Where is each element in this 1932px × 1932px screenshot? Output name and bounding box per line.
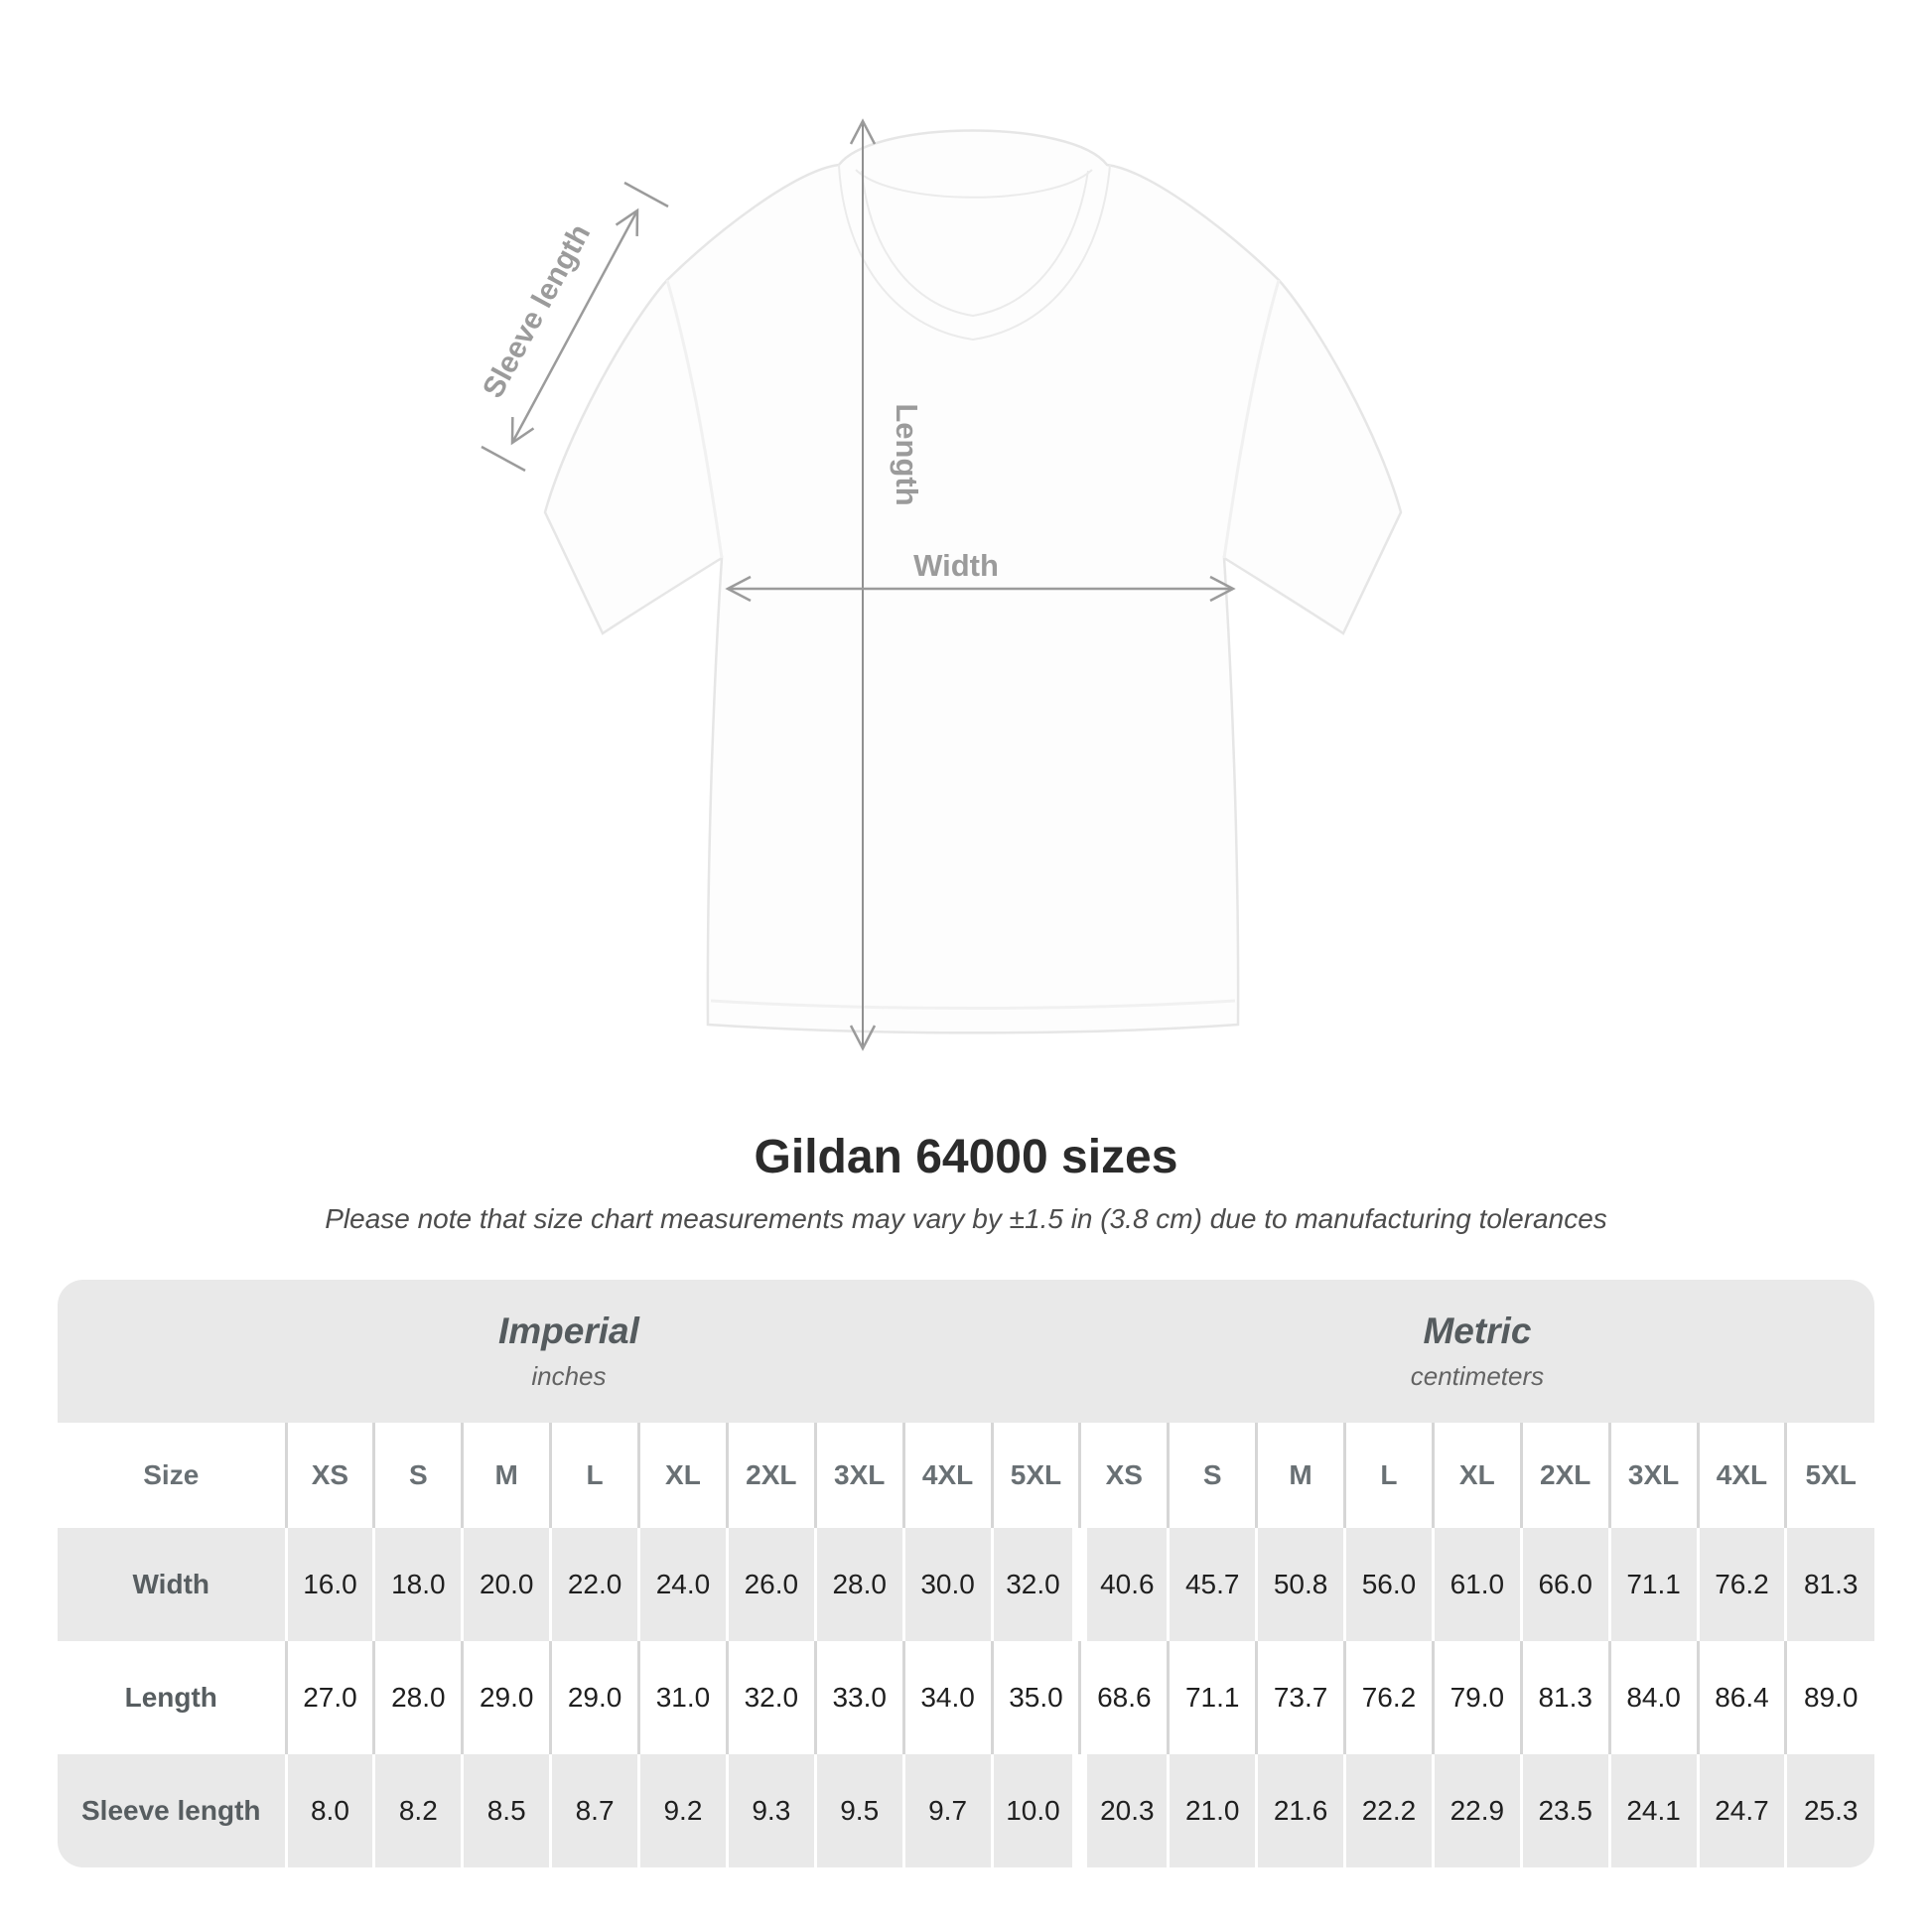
value-cell: 16.0 [286,1528,374,1641]
metric-header [1080,1280,1874,1423]
value-cell: 45.7 [1169,1528,1257,1641]
value-cell: 21.0 [1169,1754,1257,1867]
value-cell: 76.2 [1345,1641,1434,1754]
size-header: 2XL [727,1423,815,1528]
value-cell: 86.4 [1698,1641,1786,1754]
metric-sublabel: centimeters [1410,1361,1545,1391]
size-header: S [374,1423,463,1528]
value-cell: 34.0 [903,1641,992,1754]
value-cell: 28.0 [815,1528,903,1641]
value-cell: 50.8 [1257,1528,1345,1641]
size-header: 3XL [1609,1423,1698,1528]
metric-label: Metric [1423,1311,1532,1351]
sleeve-length-tick-top [624,183,668,207]
unit-header-row [58,1280,1874,1423]
value-cell: 22.2 [1345,1754,1434,1867]
size-header: XS [286,1423,374,1528]
value-cell: 22.0 [551,1528,639,1641]
value-cell: 79.0 [1433,1641,1521,1754]
value-cell: 35.0 [992,1641,1080,1754]
value-cell: 24.7 [1698,1754,1786,1867]
value-cell: 84.0 [1609,1641,1698,1754]
value-cell: 27.0 [286,1641,374,1754]
value-cell: 29.0 [463,1641,551,1754]
value-cell: 81.3 [1786,1528,1874,1641]
row-label: Sleeve length [58,1754,286,1867]
value-cell: 10.0 [992,1754,1080,1867]
value-cell: 31.0 [639,1641,728,1754]
size-header: 2XL [1521,1423,1609,1528]
page-title: Gildan 64000 sizes [754,1131,1178,1183]
value-cell: 76.2 [1698,1528,1786,1641]
value-cell: 8.7 [551,1754,639,1867]
value-cell: 20.3 [1080,1754,1169,1867]
size-chart-table [58,1280,1874,1867]
row-label: Width [58,1528,286,1641]
imperial-label: Imperial [497,1311,639,1351]
value-cell: 9.5 [815,1754,903,1867]
imperial-header [58,1280,1080,1423]
value-cell: 9.7 [903,1754,992,1867]
size-header: 5XL [1786,1423,1874,1528]
value-cell: 20.0 [463,1528,551,1641]
size-header: XL [1433,1423,1521,1528]
size-header: 4XL [903,1423,992,1528]
value-cell: 9.3 [727,1754,815,1867]
sleeve-length-row [58,1754,1874,1867]
value-cell: 8.5 [463,1754,551,1867]
value-cell: 24.0 [639,1528,728,1641]
size-header: 4XL [1698,1423,1786,1528]
value-cell: 40.6 [1080,1528,1169,1641]
title-block [0,1129,1932,1236]
length-label: Length [890,403,924,506]
row-label: Length [58,1641,286,1754]
size-header: L [1345,1423,1434,1528]
size-header: 5XL [992,1423,1080,1528]
value-cell: 26.0 [727,1528,815,1641]
sleeve-length-label: Sleeve length [477,218,598,404]
value-cell: 24.1 [1609,1754,1698,1867]
value-cell: 18.0 [374,1528,463,1641]
length-row [58,1641,1874,1754]
size-header: XS [1080,1423,1169,1528]
size-header: L [551,1423,639,1528]
tolerance-note: Please note that size chart measurements may vary by ±1.5 in (3.8 cm) due to manufacturing tolerances [325,1203,1607,1234]
value-cell: 25.3 [1786,1754,1874,1867]
sleeve-length-tick-bottom [482,447,525,471]
value-cell: 56.0 [1345,1528,1434,1641]
value-cell: 29.0 [551,1641,639,1754]
size-header: S [1169,1423,1257,1528]
value-cell: 68.6 [1080,1641,1169,1754]
size-column-label: Size [58,1423,286,1528]
value-cell: 33.0 [815,1641,903,1754]
value-cell: 71.1 [1609,1528,1698,1641]
value-cell: 21.6 [1257,1754,1345,1867]
value-cell: 32.0 [727,1641,815,1754]
value-cell: 23.5 [1521,1754,1609,1867]
value-cell: 30.0 [903,1528,992,1641]
value-cell: 8.2 [374,1754,463,1867]
value-cell: 89.0 [1786,1641,1874,1754]
width-row [58,1528,1874,1641]
size-header: M [463,1423,551,1528]
size-header-row [58,1423,1874,1528]
size-header: M [1257,1423,1345,1528]
value-cell: 71.1 [1169,1641,1257,1754]
value-cell: 9.2 [639,1754,728,1867]
size-header: XL [639,1423,728,1528]
value-cell: 28.0 [374,1641,463,1754]
value-cell: 81.3 [1521,1641,1609,1754]
value-cell: 66.0 [1521,1528,1609,1641]
value-cell: 22.9 [1433,1754,1521,1867]
imperial-sublabel: inches [531,1361,607,1391]
value-cell: 61.0 [1433,1528,1521,1641]
width-label: Width [913,548,999,583]
value-cell: 73.7 [1257,1641,1345,1754]
value-cell: 8.0 [286,1754,374,1867]
size-header: 3XL [815,1423,903,1528]
value-cell: 32.0 [992,1528,1080,1641]
